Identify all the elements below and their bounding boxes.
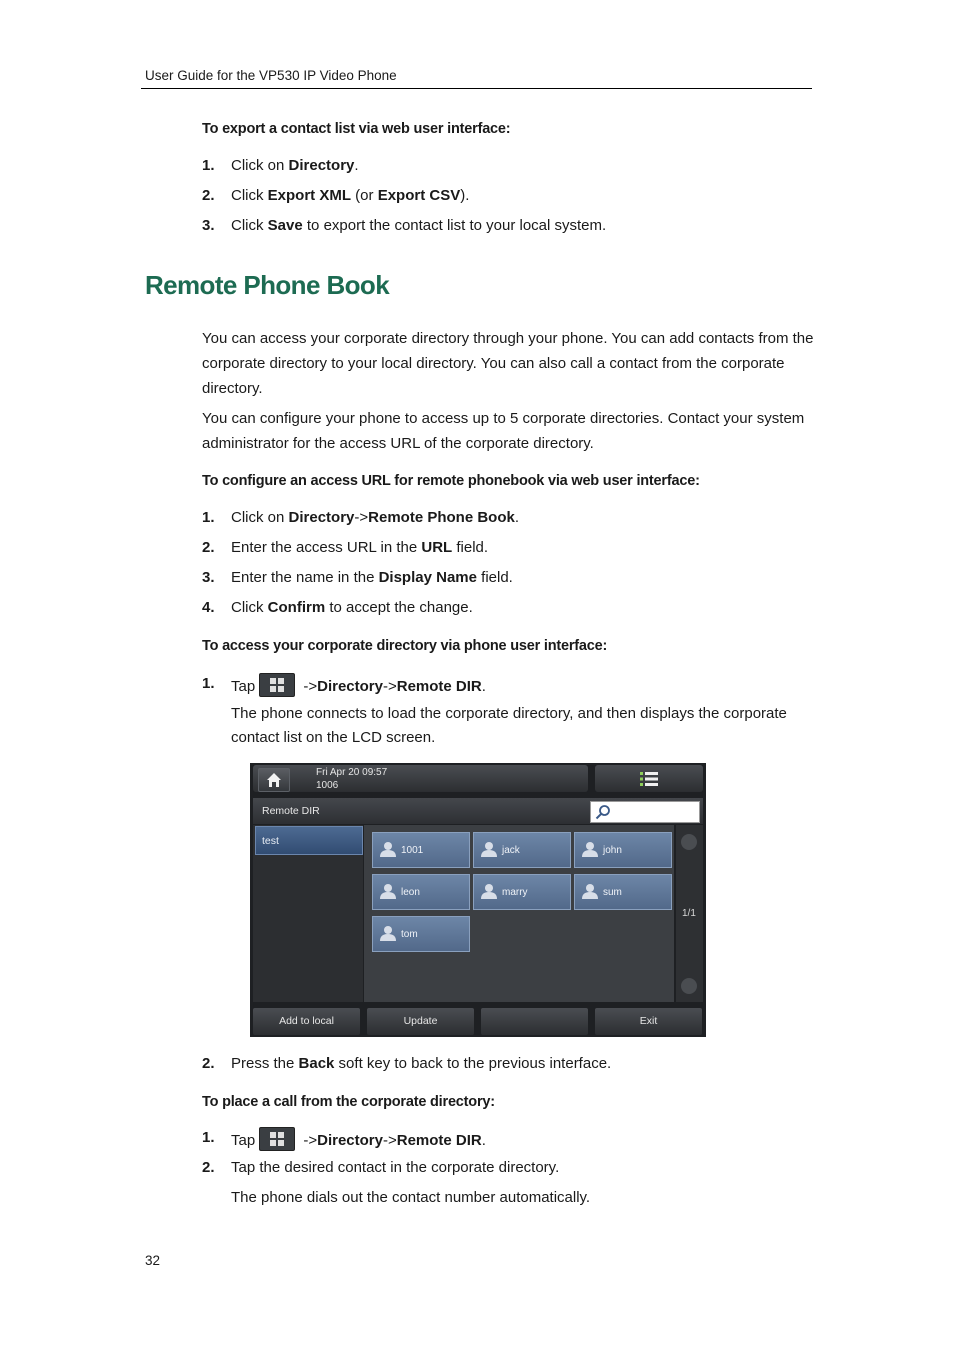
update-softkey[interactable] — [367, 1008, 474, 1035]
step-text: . — [354, 157, 359, 174]
step-text: . — [481, 677, 486, 695]
scroll-down-button[interactable] — [681, 978, 697, 994]
status-extension: 1006 — [316, 780, 339, 791]
access-step-1-note: The phone connects to load the corporate directory, and then displays the corporate contact list on the LCD screen. — [231, 705, 787, 746]
step-number: 2. — [202, 1055, 215, 1072]
intro-paragraph-1: You can access your corporate directory through your phone. You can add contacts from the corporate directory to your local directory. You can also call a contact from the corporate directory. — [202, 330, 814, 397]
status-date: Fri Apr 20 09:57 — [316, 767, 388, 778]
step-text: -> — [382, 1131, 397, 1149]
ui-term: Directory — [288, 157, 355, 174]
step-text: Enter the access URL in the — [231, 539, 422, 556]
header-rule — [141, 88, 812, 89]
step-number: 2. — [202, 1159, 215, 1176]
search-input[interactable] — [590, 801, 700, 823]
step-number: 3. — [202, 569, 215, 586]
page-number: 32 — [145, 1253, 161, 1268]
step-number: 2. — [202, 187, 215, 204]
step-text: Click on — [231, 509, 289, 526]
step-text: -> — [382, 677, 397, 695]
ui-term: Remote DIR — [396, 1131, 482, 1149]
step-text: (or — [351, 187, 378, 204]
contact-avatar-icon — [481, 841, 497, 857]
directory-title-bar — [253, 798, 703, 824]
menu-button[interactable] — [595, 765, 703, 792]
step-text: -> — [299, 677, 318, 695]
contact-name: 1001 — [401, 845, 424, 856]
ui-term: Confirm — [267, 599, 326, 616]
menu-key-icon — [259, 673, 295, 697]
contact-avatar-icon — [380, 883, 396, 899]
step-text: to accept the change. — [325, 599, 473, 616]
ui-term: URL — [421, 539, 453, 556]
contact-card[interactable] — [574, 832, 672, 868]
scroll-up-button[interactable] — [681, 834, 697, 850]
running-header: User Guide for the VP530 IP Video Phone — [145, 68, 397, 83]
step-number: 1. — [202, 1129, 215, 1146]
step-text: to export the contact list to your local system. — [302, 217, 607, 234]
contact-name: leon — [401, 887, 420, 898]
ui-term: Back — [298, 1055, 335, 1072]
search-icon — [595, 804, 611, 820]
contact-card[interactable] — [372, 832, 470, 868]
contact-card[interactable] — [473, 874, 571, 910]
place-step-2-note: The phone dials out the contact number automatically. — [231, 1189, 591, 1206]
ui-term: Export CSV — [377, 187, 461, 204]
softkey-label: Add to local — [279, 1015, 334, 1027]
step-text: field. — [476, 569, 513, 586]
configure-heading: To configure an access URL for remote phonebook via web user interface: — [202, 473, 700, 489]
ui-term: Export XML — [267, 187, 352, 204]
intro-paragraph-2: You can configure your phone to access up to 5 corporate directories. Contact your system administrator for the access URL of the corporate directory. — [202, 410, 805, 452]
step-text: Click on — [231, 157, 289, 174]
contact-name: sum — [603, 887, 622, 898]
contact-avatar-icon — [582, 841, 598, 857]
group-label: test — [262, 835, 279, 847]
home-icon — [266, 772, 282, 788]
group-item[interactable] — [255, 826, 363, 855]
softkey-label: Exit — [639, 1015, 658, 1027]
group-list — [253, 825, 363, 1002]
step-text: . — [514, 509, 520, 526]
add-to-local-softkey[interactable] — [253, 1008, 360, 1035]
step-text: Tap — [231, 677, 256, 695]
step-text: Enter the name in the — [231, 569, 379, 586]
status-bar — [253, 765, 588, 792]
menu-icon — [640, 771, 658, 787]
step-text: field. — [452, 539, 489, 556]
step-text: -> — [299, 1131, 318, 1149]
contact-card[interactable] — [372, 916, 470, 952]
step-text: soft key to back to the previous interface. — [334, 1055, 612, 1072]
contact-name: john — [603, 845, 622, 856]
step-number: 4. — [202, 599, 215, 616]
ui-term: Directory — [317, 677, 383, 695]
contact-avatar-icon — [380, 925, 396, 941]
contact-card[interactable] — [473, 832, 571, 868]
contact-card[interactable] — [574, 874, 672, 910]
step-text: Tap the desired contact in the corporate directory. — [231, 1159, 560, 1176]
contact-name: tom — [401, 929, 418, 940]
step-text: Click — [231, 599, 268, 616]
blank-softkey[interactable] — [481, 1008, 588, 1035]
contact-name: jack — [502, 845, 520, 856]
section-title: Remote Phone Book — [145, 270, 390, 300]
ui-term: Directory — [288, 509, 355, 526]
exit-softkey[interactable] — [595, 1008, 702, 1035]
step-number: 1. — [202, 675, 215, 692]
softkey-label: Update — [403, 1015, 438, 1027]
step-number: 3. — [202, 217, 215, 234]
directory-title: Remote DIR — [262, 805, 320, 817]
contact-card[interactable] — [372, 874, 470, 910]
ui-term: Remote Phone Book — [368, 509, 515, 526]
step-text: Press the — [231, 1055, 299, 1072]
page-indicator: 1/1 — [682, 908, 696, 919]
step-text: . — [481, 1131, 486, 1149]
home-button[interactable] — [258, 768, 290, 792]
contact-avatar-icon — [481, 883, 497, 899]
ui-term: Display Name — [378, 569, 477, 586]
step-number: 2. — [202, 539, 215, 556]
step-number: 1. — [202, 509, 215, 526]
step-number: 1. — [202, 157, 215, 174]
ui-term: Directory — [317, 1131, 383, 1149]
export-heading: To export a contact list via web user interface: — [202, 121, 511, 137]
access-heading: To access your corporate directory via phone user interface: — [202, 638, 608, 654]
contact-name: marry — [502, 887, 528, 898]
phone-screenshot — [250, 763, 706, 1037]
step-text: Tap — [231, 1131, 256, 1149]
step-text: -> — [354, 509, 369, 526]
contact-avatar-icon — [380, 841, 396, 857]
step-text: Click — [231, 187, 268, 204]
ui-term: Remote DIR — [396, 677, 482, 695]
softkey-bar — [253, 1008, 703, 1035]
step-text: ). — [460, 187, 470, 204]
place-call-heading: To place a call from the corporate directory: — [202, 1094, 495, 1110]
step-text: Click — [231, 217, 268, 234]
ui-term: Save — [267, 217, 303, 234]
contact-grid — [364, 825, 674, 1002]
menu-key-icon — [259, 1127, 295, 1151]
contact-avatar-icon — [582, 883, 598, 899]
